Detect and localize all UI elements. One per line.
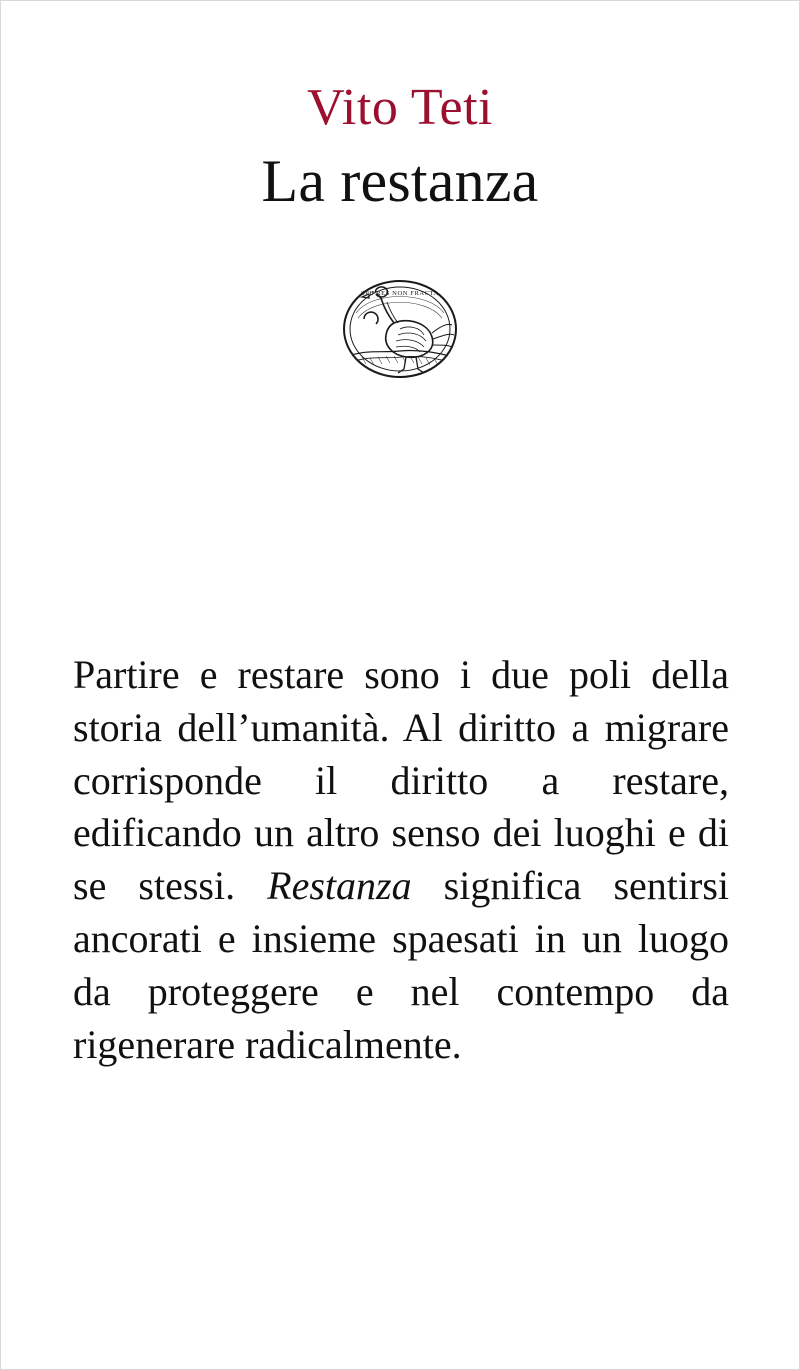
book-title: La restanza — [261, 148, 539, 214]
blurb-keyword: Restanza — [267, 863, 412, 909]
blurb-text-part-2: significa sentirsi ancorati e insieme spaesati in un luogo da proteggere e nel contempo da rigenerare radicalmente. — [73, 863, 729, 1067]
blurb-text-part-1: Partire e restare sono i due poli della storia dell’umanità. Al diritto a migrare corrisponde il diritto a restare, edificando un altro senso dei luoghi e di se stessi. — [73, 652, 729, 909]
back-cover-blurb — [73, 649, 729, 1071]
svg-text:SPE RES NON FRACTA: SPE RES NON FRACTA — [360, 290, 440, 297]
author-name: Vito Teti — [307, 79, 493, 136]
einaudi-ostrich-logo-icon — [336, 273, 464, 385]
